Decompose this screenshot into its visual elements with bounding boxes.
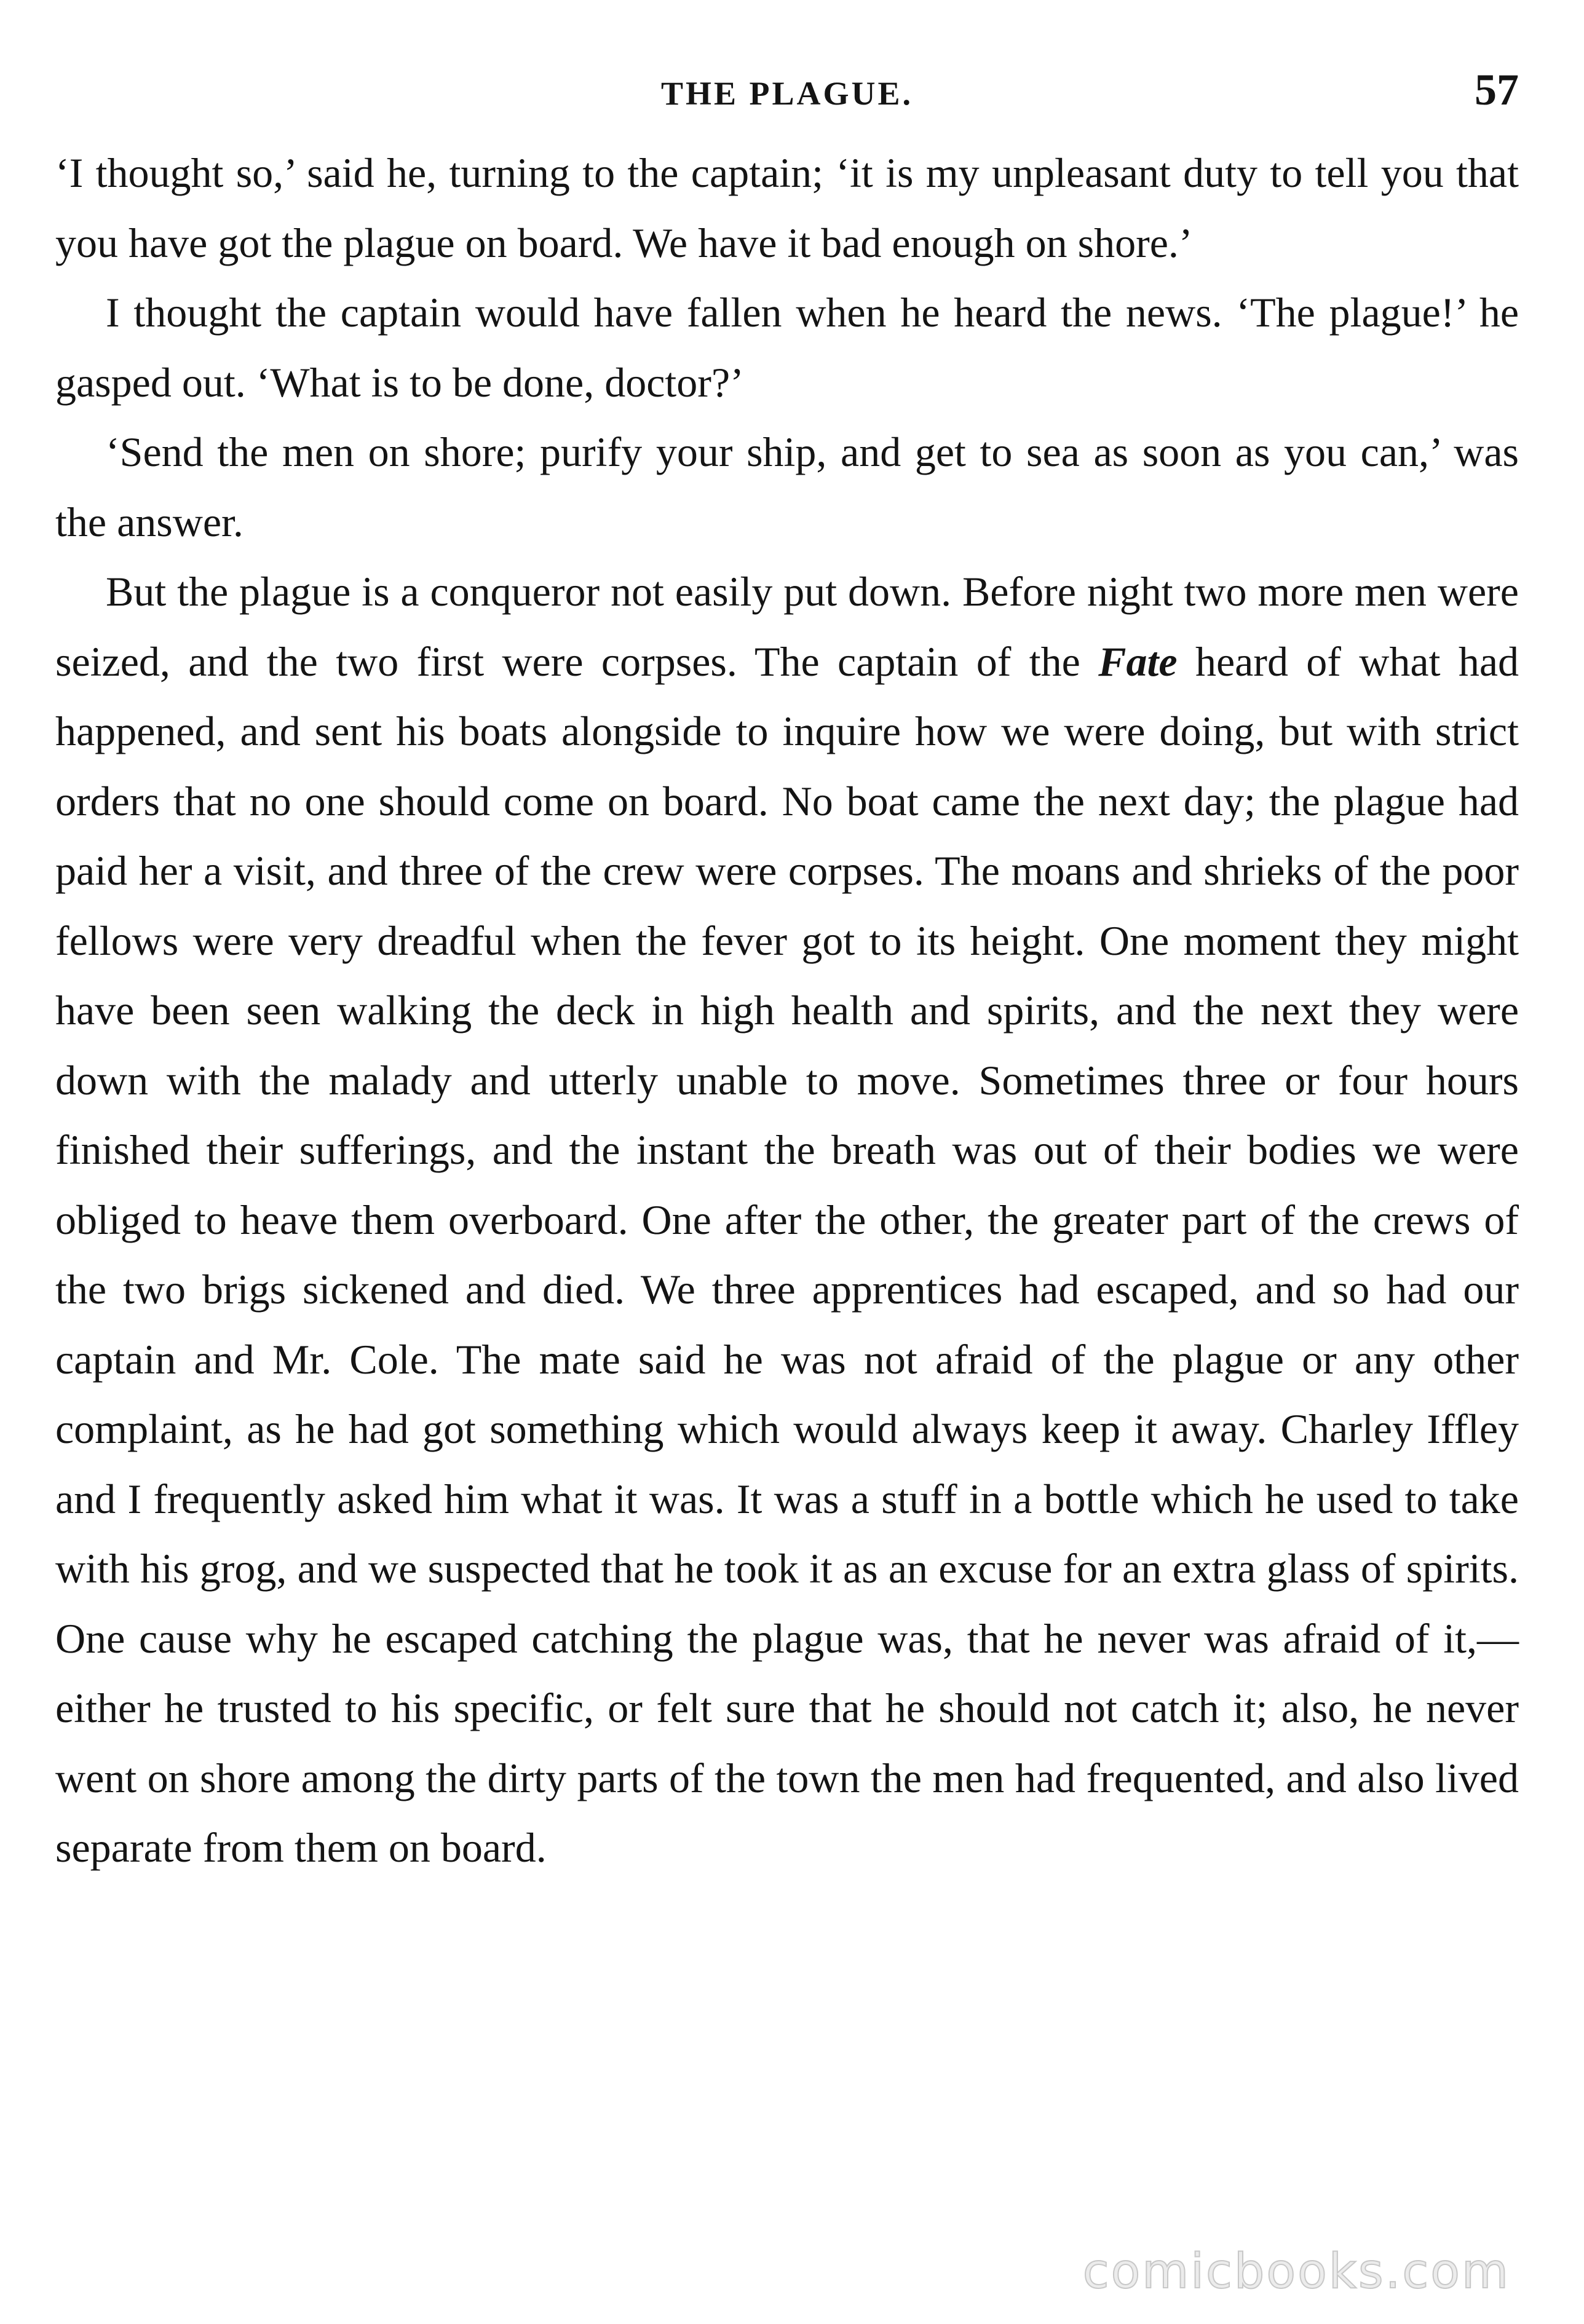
paragraph-captain-reaction: I thought the captain would have fallen when he heard the news. ‘The plague!’ he gasped out. ‘What is to be done, doctor?’	[55, 289, 1519, 406]
paragraph-doctor-answer: ‘Send the men on shore; purify your ship, and get to sea as soon as you can,’ was the answer.	[55, 429, 1519, 545]
paragraph-plague-narrative	[55, 557, 1519, 1883]
running-title: THE PLAGUE.	[660, 75, 914, 112]
paragraph-doctor-speech: ‘I thought so,’ said he, turning to the captain; ‘it is my unpleasant duty to tell you that you have got the plague on board. We have it bad enough on shore.’	[55, 149, 1519, 266]
body-text	[55, 138, 1519, 1883]
page-number: 57	[1475, 65, 1519, 114]
paragraph-text-after-ship: heard of what had happened, and sent his boats alongside to inquire how we were doing, but with strict orders that no one should come on board. No boat came the next day; the plague had paid her a visit, and three of the crew were corpses. The moans and shrieks of the poor fellows were very dreadful when the fever got to its height. One moment they might have been seen walking the deck in high health and spirits, and the next they were down with the malady and utterly unable to move. Sometimes three or four hours finished their sufferings, and the instant the breath was out of their bodies we were obliged to heave them overboard. One after the other, the greater part of the crews of the two brigs sickened and died. We three apprentices had escaped, and so had our captain and Mr. Cole. The mate said he was not afraid of the plague or any other complaint, as he had got something which would always keep it away. Charley Iffley and I frequently asked him what it was. It was a stuff in a bottle which he used to take with his grog, and we suspected that he took it as an excuse for an extra glass of spirits. One cause why he escaped catching the plague was, that he never was afraid of it,—either he trusted to his specific, or felt sure that he should not catch it; also, he never went on shore among the dirty parts of the town the men had frequented, and also lived separate from them on board.	[55, 638, 1519, 1871]
running-head	[55, 65, 1519, 120]
ship-name: Fate	[1098, 638, 1178, 685]
paragraph-text-before-ship: But the plague is a conqueror not easily put down. Before night two more men were seized, and the two first were corpses. The captain of the	[55, 568, 1519, 685]
watermark: comicbooks.com	[1082, 2244, 1510, 2299]
